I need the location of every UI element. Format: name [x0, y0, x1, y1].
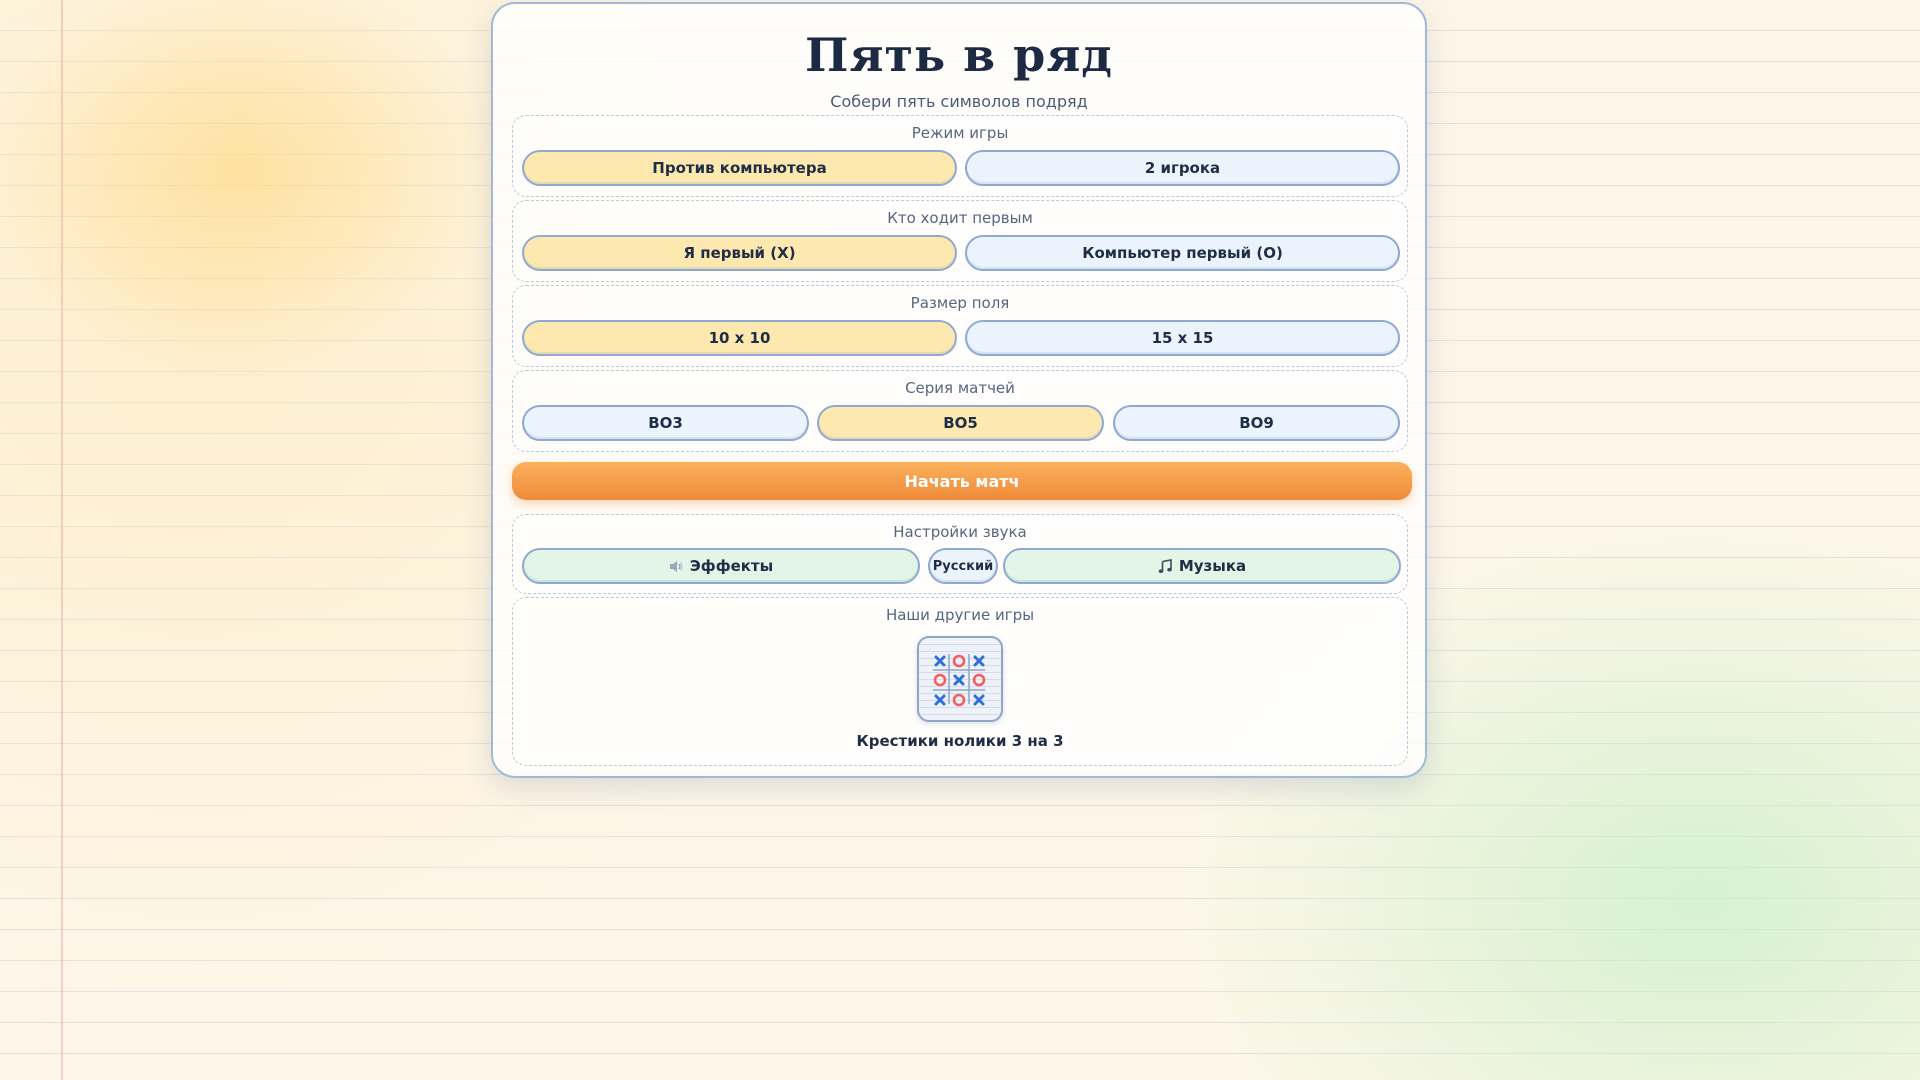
sound-section — [512, 514, 1408, 594]
sound-section-label: Настройки звука — [893, 523, 1027, 541]
mode-section-label: Режим игры — [911, 124, 1009, 142]
start-match-button[interactable]: Начать матч — [512, 462, 1412, 500]
tic-tac-toe-game-link[interactable] — [917, 636, 1003, 722]
first-move-section-label: Кто ходит первым — [887, 209, 1033, 227]
first-move-section — [512, 200, 1408, 282]
tic-tac-toe-game-name[interactable]: Крестики нолики 3 на 3 — [856, 732, 1064, 750]
language-button[interactable]: Русский — [928, 548, 998, 584]
music-toggle-button[interactable] — [1003, 548, 1401, 584]
other-games-section-label: Наши другие игры — [885, 606, 1035, 624]
series-bo9-button[interactable]: BO9 — [1113, 405, 1400, 441]
other-games-section — [512, 597, 1408, 766]
effects-toggle-button[interactable] — [522, 548, 920, 584]
music-note-icon — [1158, 559, 1173, 574]
mode-vs-computer-button[interactable]: Против компьютера — [522, 150, 957, 186]
speaker-icon — [669, 560, 684, 573]
first-move-player-button[interactable]: Я первый (X) — [522, 235, 957, 271]
series-section — [512, 370, 1408, 452]
tic-tac-toe-icon — [919, 638, 1001, 720]
mode-two-players-button[interactable]: 2 игрока — [965, 150, 1400, 186]
board-size-section — [512, 285, 1408, 367]
board-size-15-button[interactable]: 15 x 15 — [965, 320, 1400, 356]
board-size-section-label: Размер поля — [910, 294, 1010, 312]
effects-label: Эффекты — [689, 557, 774, 575]
notebook-margin-line — [61, 0, 63, 1080]
music-label: Музыка — [1178, 557, 1247, 575]
first-move-computer-button[interactable]: Компьютер первый (O) — [965, 235, 1400, 271]
menu-card — [491, 2, 1427, 778]
mode-section — [512, 115, 1408, 197]
series-section-label: Серия матчей — [905, 379, 1015, 397]
series-bo5-button[interactable]: BO5 — [817, 405, 1104, 441]
board-size-10-button[interactable]: 10 x 10 — [522, 320, 957, 356]
page-title: Пять в ряд — [805, 28, 1113, 82]
series-bo3-button[interactable]: BO3 — [522, 405, 809, 441]
page-subtitle: Собери пять символов подряд — [830, 92, 1088, 111]
